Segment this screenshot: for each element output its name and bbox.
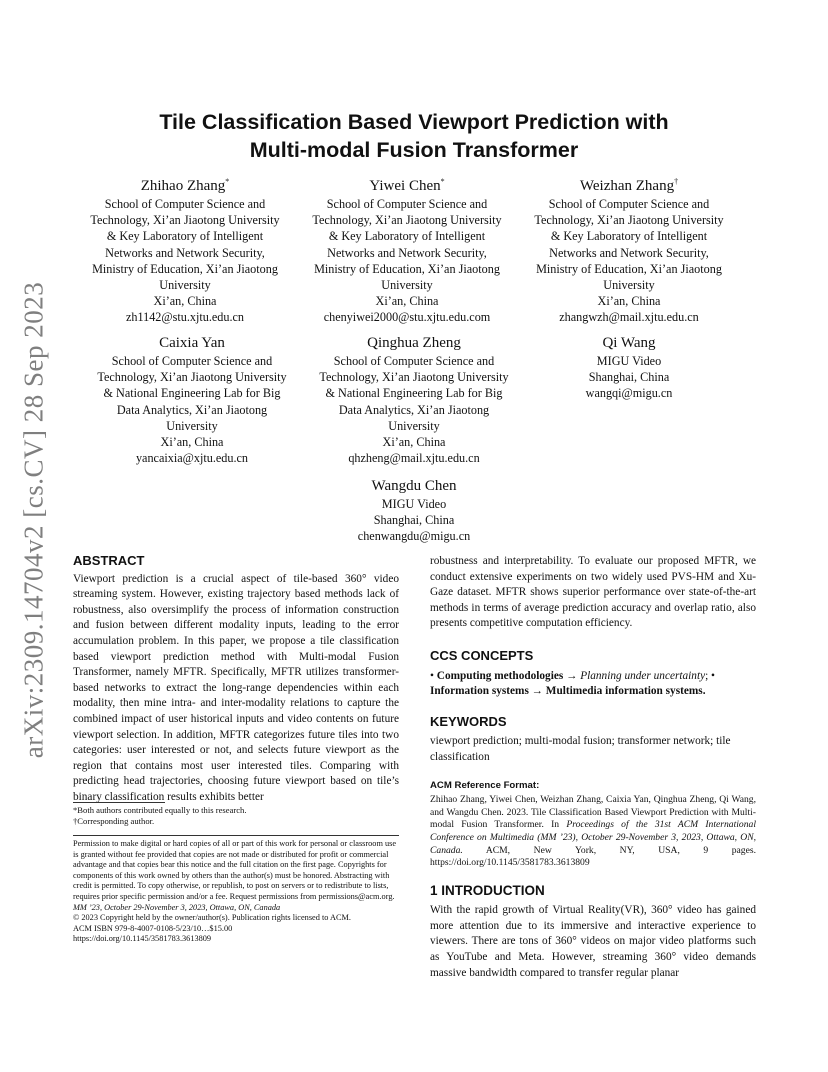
author-affiliation-line: School of Computer Science and [326, 197, 488, 211]
author-affiliation-line: Technology, Xi’an Jiaotong University [534, 213, 724, 228]
author-affiliation-line: & Key Laboratory of Intelligent [550, 229, 708, 244]
author-affiliation-line: Ministry of Education, Xi’an Jiaotong [314, 261, 500, 276]
author-mark: * [440, 177, 445, 186]
author-qinghua-zheng [303, 333, 525, 466]
author-affiliation-line: Networks and Network Security, [105, 245, 265, 260]
footnotes [73, 805, 399, 827]
title-line-2: Multi-modal Fusion Transformer [249, 138, 579, 162]
author-name: Qi Wang [602, 335, 656, 351]
author-wangdu-chen [303, 476, 525, 545]
author-weizhan-zhang [518, 172, 740, 326]
footnote-corresponding: †Corresponding author. [73, 816, 155, 826]
isbn-line: ACM ISBN 979-8-4007-0108-5/23/10…$15.00 [73, 923, 233, 933]
author-affiliation-line: University [159, 278, 211, 293]
author-email: wangqi@migu.cn [585, 386, 673, 401]
author-mark: * [225, 177, 230, 186]
author-name: Wangdu Chen [371, 478, 457, 494]
acm-reference-text: Zhihao Zhang, Yiwei Chen, Weizhan Zhang, Caixia Yan, Qinghua Zheng, Qi Wang, and Wangdu Chen. 2023. Tile Classification Based Viewport Prediction with Multi-modal Fusion Transformer. In Proceedings of the 31st ACM International Conference on Multimedia (MM ’23), October 29-November 3, 2023, Ottawa, ON, Canada. ACM, New York, NY, USA, 9 pages. https://doi.org/10.1145/3581783.3613809 [430, 794, 756, 869]
title-line-1: Tile Classification Based Viewport Prediction with [159, 110, 669, 134]
author-affiliation-line: Networks and Network Security, [327, 245, 487, 260]
author-zhihao-zhang [74, 172, 296, 326]
author-name: Caixia Yan [159, 335, 225, 351]
author-affiliation-line: & Key Laboratory of Intelligent [328, 229, 486, 244]
ccs-term-computing: Computing methodologies [436, 669, 564, 682]
author-email: chenwangdu@migu.cn [357, 529, 471, 544]
footnote-equal-contribution: *Both authors contributed equally to this research. [73, 805, 247, 815]
author-email: zhangwzh@mail.xjtu.edu.cn [559, 310, 699, 325]
author-affiliation-line: MIGU Video [596, 354, 662, 368]
conference-line: MM ’23, October 29-November 3, 2023, Ottawa, ON, Canada [73, 902, 281, 912]
acm-reference-heading: ACM Reference Format: [430, 779, 540, 791]
author-caixia-yan [81, 333, 303, 466]
author-affiliation-line: Technology, Xi’an Jiaotong University [90, 213, 280, 228]
author-mark: † [674, 177, 679, 186]
author-name: Qinghua Zheng [367, 335, 461, 351]
abstract-section [73, 553, 399, 806]
doi-line: https://doi.org/10.1145/3581783.3613809 [73, 934, 212, 944]
copyright-line: © 2023 Copyright held by the owner/author(s). Publication rights licensed to ACM. [73, 913, 351, 923]
abstract-text: Viewport prediction is a crucial aspect of tile-based 360° video streaming system. However, existing trajectory based methods lack of robustness, also oversimplify the process of information construction and fusion between different modality inputs, leading to the error accumulation problem. In this paper, we propose a tile classification based viewport prediction method with Multi-modal Fusion Transformer, namely MFTR. Specifically, MFTR utilizes transformer-based networks to extract the long-range dependencies within each modality, then mine intra- and inter-modality relations to capture the combined impact of user historical inputs and video contents on future viewport selection. In addition, MFTR categorizes future tiles into two categories: user interested or not, and selects future viewport as the region that contains most user interested tiles. Comparing with predicting head trajectories, choosing future viewport based on tile’s binary classification results exhibits better [73, 572, 399, 803]
author-affiliation-line: University [388, 418, 440, 433]
author-affiliation-line: Shanghai, China [373, 513, 455, 528]
right-column [430, 554, 756, 981]
author-affiliation-line: Technology, Xi’an Jiaotong University [97, 370, 287, 385]
author-email: yancaixia@xjtu.edu.cn [135, 451, 249, 466]
author-affiliation-line: Technology, Xi’an Jiaotong University [319, 370, 509, 385]
author-affiliation-line: Xi’an, China [160, 435, 224, 450]
author-affiliation-line: School of Computer Science and [111, 354, 273, 368]
author-affiliation-line: University [603, 278, 655, 293]
author-name: Yiwei Chen [369, 178, 441, 194]
permission-block [73, 839, 401, 945]
author-affiliation-line: Xi’an, China [153, 294, 217, 309]
footnote-rule [73, 802, 165, 803]
author-email: chenyiwei2000@stu.xjtu.edu.com [323, 310, 491, 325]
author-name: Zhihao Zhang [140, 178, 226, 194]
arxiv-watermark [14, 270, 54, 770]
introduction-heading: 1 INTRODUCTION [430, 882, 545, 898]
author-affiliation-line: School of Computer Science and [548, 197, 710, 211]
author-affiliation-line: Ministry of Education, Xi’an Jiaotong [92, 261, 278, 276]
author-affiliation-line: & National Engineering Lab for Big [103, 386, 281, 401]
author-affiliation-line: Xi’an, China [382, 435, 446, 450]
permission-rule [73, 835, 399, 836]
keywords-heading: KEYWORDS [430, 713, 507, 729]
author-affiliation-line: University [381, 278, 433, 293]
introduction-text: With the rapid growth of Virtual Reality(VR), 360° video has gained more attention due to its immersive and interactive experience to viewers. There are tons of 360° videos on major video platforms such as YouTube and Meta. However, streaming 360° video demands massive bandwidth compared to transfer regular planar [430, 904, 756, 979]
ccs-text: • Computing methodologies → Planning under uncertainty; • Information systems → Multimedia information systems. [430, 669, 716, 698]
author-affiliation-line: & National Engineering Lab for Big [325, 386, 503, 401]
author-affiliation-line: Xi’an, China [375, 294, 439, 309]
author-affiliation-line: Data Analytics, Xi’an Jiaotong [338, 402, 490, 417]
abstract-continued: robustness and interpretability. To evaluate our proposed MFTR, we conduct extensive experiments on two widely used PVS-HM and Xu-Gaze dataset. MFTR shows superior performance over state-of-the-art methods in terms of average prediction accuracy and overlap ratio, also presents competitive computation efficiency. [430, 555, 756, 630]
ccs-sub-planning: Planning under uncertainty [580, 669, 706, 682]
author-affiliation-line: Xi’an, China [597, 294, 661, 309]
author-affiliation-line: Technology, Xi’an Jiaotong University [312, 213, 502, 228]
author-email: qhzheng@mail.xjtu.edu.cn [348, 451, 480, 466]
ccs-sub-multimedia: Multimedia information systems [545, 685, 703, 698]
ccs-heading: CCS CONCEPTS [430, 647, 534, 663]
author-name: Weizhan Zhang [579, 178, 675, 194]
author-name-line [518, 172, 740, 196]
abstract-heading: ABSTRACT [73, 553, 145, 568]
author-yiwei-chen [296, 172, 518, 326]
author-affiliation-line: Data Analytics, Xi’an Jiaotong [116, 402, 268, 417]
author-affiliation-line: Shanghai, China [588, 370, 670, 385]
author-affiliation-line: University [166, 418, 218, 433]
author-affiliation-line: & Key Laboratory of Intelligent [106, 229, 264, 244]
author-affiliation-line: MIGU Video [381, 497, 447, 511]
arxiv-id: arXiv:2309.14704v2 [cs.CV] 28 Sep 2023 [18, 281, 49, 759]
author-affiliation-line: Ministry of Education, Xi’an Jiaotong [536, 261, 722, 276]
keywords-text: viewport prediction; multi-modal fusion; transformer network; tile classification [430, 735, 731, 763]
ccs-term-information: Information systems [430, 685, 529, 698]
author-qi-wang [518, 333, 740, 402]
author-email: zh1142@stu.xjtu.edu.cn [125, 310, 245, 325]
author-name-line [74, 172, 296, 196]
author-affiliation-line: Networks and Network Security, [549, 245, 709, 260]
author-name-line [296, 172, 518, 196]
author-affiliation-line: School of Computer Science and [104, 197, 266, 211]
paper-title [80, 108, 748, 164]
permission-text: Permission to make digital or hard copies of all or part of this work for personal or classroom use is granted without fee provided that copies are not made or distributed for profit or commercial advantage and that copies bear this notice and the full citation on the first page. Copyrights for components of this work owned by others than the author(s) must be honored. Abstracting with credit is permitted. To copy otherwise, or republish, to post on servers or to redistribute to lists, requires prior specific permission and/or a fee. Request permissions from permissions@acm.org. [73, 839, 397, 901]
author-affiliation-line: School of Computer Science and [333, 354, 495, 368]
